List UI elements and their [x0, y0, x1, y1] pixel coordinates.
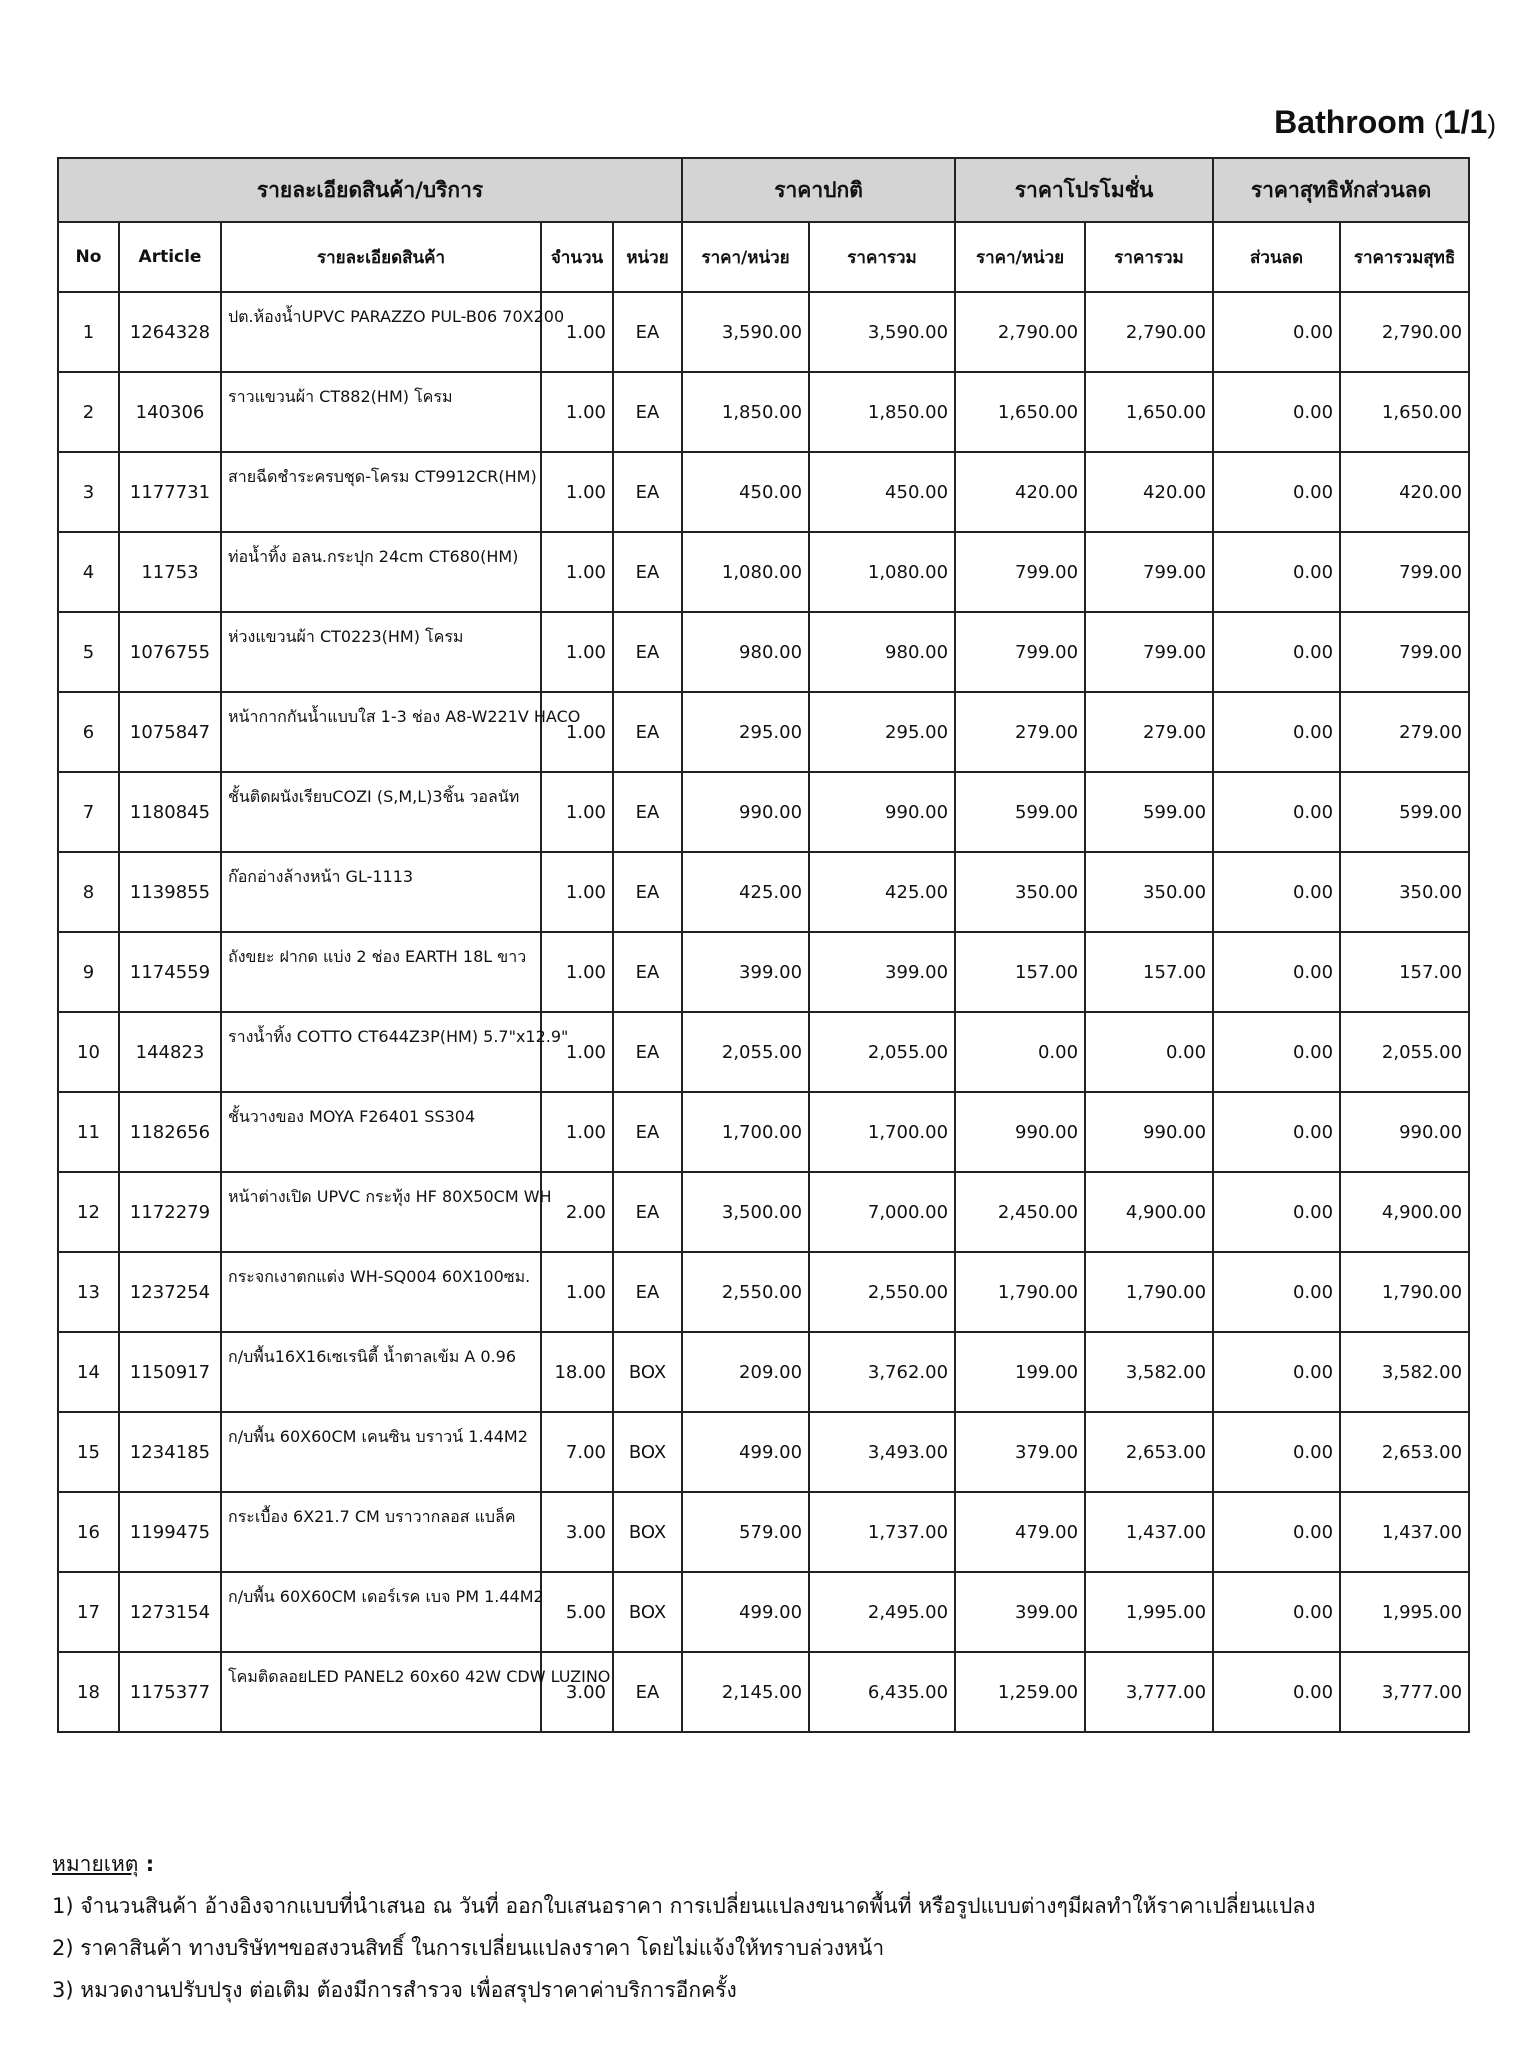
cell-qty: 1.00 — [541, 932, 613, 1012]
cell-article: 1264328 — [119, 292, 221, 372]
table-row — [58, 1092, 1469, 1172]
cell-regular-total: 295.00 — [809, 692, 955, 772]
col-regular-total: ราคารวม — [809, 222, 955, 292]
cell-discount: 0.00 — [1213, 532, 1340, 612]
col-unit: หน่วย — [613, 222, 682, 292]
cell-discount: 0.00 — [1213, 772, 1340, 852]
cell-no: 10 — [58, 1012, 119, 1092]
table-group-header — [58, 158, 1469, 222]
cell-description: ก/บพื้น16X16เซเรนิตี้ น้ำตาลเข้ม A 0.96 — [221, 1332, 541, 1412]
cell-description: ก๊อกอ่างล้างหน้า GL-1113 — [221, 852, 541, 932]
cell-net-total: 799.00 — [1340, 532, 1469, 612]
cell-promo-unit-price: 2,450.00 — [955, 1172, 1085, 1252]
table-row — [58, 292, 1469, 372]
cell-no: 15 — [58, 1412, 119, 1492]
cell-promo-unit-price: 1,650.00 — [955, 372, 1085, 452]
cell-unit: EA — [613, 1252, 682, 1332]
col-net-total: ราคารวมสุทธิ — [1340, 222, 1469, 292]
cell-promo-total: 2,653.00 — [1085, 1412, 1213, 1492]
notes-heading: หมายเหตุ — [52, 1852, 139, 1876]
cell-description: ท่อน้ำทิ้ง อลน.กระปุก 24cm CT680(HM) — [221, 532, 541, 612]
cell-regular-total: 1,080.00 — [809, 532, 955, 612]
cell-no: 4 — [58, 532, 119, 612]
cell-description: หน้ากากกันน้ำแบบใส 1-3 ช่อง A8-W221V HACO — [221, 692, 541, 772]
cell-promo-total: 3,777.00 — [1085, 1652, 1213, 1732]
cell-unit: EA — [613, 1012, 682, 1092]
cell-unit: BOX — [613, 1412, 682, 1492]
cell-promo-total: 990.00 — [1085, 1092, 1213, 1172]
cell-unit: EA — [613, 1652, 682, 1732]
cell-promo-unit-price: 379.00 — [955, 1412, 1085, 1492]
group-promo-price: ราคาโปรโมชั่น — [955, 158, 1213, 222]
cell-no: 16 — [58, 1492, 119, 1572]
table-row — [58, 1572, 1469, 1652]
cell-regular-unit-price: 980.00 — [682, 612, 809, 692]
cell-regular-unit-price: 2,550.00 — [682, 1252, 809, 1332]
cell-promo-unit-price: 599.00 — [955, 772, 1085, 852]
cell-regular-unit-price: 499.00 — [682, 1412, 809, 1492]
table-row — [58, 1012, 1469, 1092]
notes-colon: : — [138, 1852, 155, 1876]
cell-no: 9 — [58, 932, 119, 1012]
cell-net-total: 1,790.00 — [1340, 1252, 1469, 1332]
cell-discount: 0.00 — [1213, 852, 1340, 932]
cell-discount: 0.00 — [1213, 1412, 1340, 1492]
table-row — [58, 452, 1469, 532]
cell-net-total: 599.00 — [1340, 772, 1469, 852]
col-discount: ส่วนลด — [1213, 222, 1340, 292]
cell-discount: 0.00 — [1213, 1172, 1340, 1252]
cell-no: 11 — [58, 1092, 119, 1172]
cell-regular-unit-price: 425.00 — [682, 852, 809, 932]
cell-promo-unit-price: 399.00 — [955, 1572, 1085, 1652]
table-row — [58, 932, 1469, 1012]
cell-no: 14 — [58, 1332, 119, 1412]
cell-net-total: 279.00 — [1340, 692, 1469, 772]
cell-description: หน้าต่างเปิด UPVC กระทุ้ง HF 80X50CM WH — [221, 1172, 541, 1252]
cell-qty: 1.00 — [541, 532, 613, 612]
cell-discount: 0.00 — [1213, 372, 1340, 452]
cell-no: 5 — [58, 612, 119, 692]
cell-regular-unit-price: 3,590.00 — [682, 292, 809, 372]
cell-no: 3 — [58, 452, 119, 532]
cell-article: 1139855 — [119, 852, 221, 932]
cell-regular-unit-price: 3,500.00 — [682, 1172, 809, 1252]
cell-description: ปต.ห้องน้ำUPVC PARAZZO PUL-B06 70X200 — [221, 292, 541, 372]
cell-article: 1076755 — [119, 612, 221, 692]
table-row — [58, 772, 1469, 852]
cell-no: 8 — [58, 852, 119, 932]
cell-regular-total: 450.00 — [809, 452, 955, 532]
cell-discount: 0.00 — [1213, 1492, 1340, 1572]
cell-qty: 1.00 — [541, 452, 613, 532]
cell-regular-total: 3,590.00 — [809, 292, 955, 372]
cell-description: ก/บพื้น 60X60CM เดอร์เรค เบจ PM 1.44M2 — [221, 1572, 541, 1652]
cell-article: 140306 — [119, 372, 221, 452]
cell-qty: 1.00 — [541, 292, 613, 372]
cell-article: 1182656 — [119, 1092, 221, 1172]
col-qty: จำนวน — [541, 222, 613, 292]
cell-regular-total: 399.00 — [809, 932, 955, 1012]
cell-net-total: 1,437.00 — [1340, 1492, 1469, 1572]
cell-regular-total: 2,055.00 — [809, 1012, 955, 1092]
cell-unit: BOX — [613, 1492, 682, 1572]
cell-promo-total: 3,582.00 — [1085, 1332, 1213, 1412]
cell-unit: BOX — [613, 1572, 682, 1652]
cell-qty: 1.00 — [541, 612, 613, 692]
cell-unit: EA — [613, 932, 682, 1012]
cell-discount: 0.00 — [1213, 692, 1340, 772]
cell-discount: 0.00 — [1213, 1572, 1340, 1652]
cell-description: โคมติดลอยLED PANEL2 60x60 42W CDW LUZINO — [221, 1652, 541, 1732]
cell-promo-total: 1,650.00 — [1085, 372, 1213, 452]
cell-promo-total: 1,995.00 — [1085, 1572, 1213, 1652]
cell-description: กระเบื้อง 6X21.7 CM บราวากลอส แบล็ค — [221, 1492, 541, 1572]
cell-net-total: 990.00 — [1340, 1092, 1469, 1172]
cell-promo-total: 157.00 — [1085, 932, 1213, 1012]
col-description: รายละเอียดสินค้า — [221, 222, 541, 292]
cell-regular-total: 2,495.00 — [809, 1572, 955, 1652]
group-regular-price: ราคาปกติ — [682, 158, 955, 222]
cell-description: ราวแขวนผ้า CT882(HM) โครม — [221, 372, 541, 452]
cell-promo-unit-price: 1,259.00 — [955, 1652, 1085, 1732]
cell-article: 1199475 — [119, 1492, 221, 1572]
cell-qty: 2.00 — [541, 1172, 613, 1252]
page-title — [1274, 104, 1496, 141]
table-body — [58, 292, 1469, 1732]
cell-promo-unit-price: 350.00 — [955, 852, 1085, 932]
cell-article: 1174559 — [119, 932, 221, 1012]
cell-description: ห่วงแขวนผ้า CT0223(HM) โครม — [221, 612, 541, 692]
cell-discount: 0.00 — [1213, 452, 1340, 532]
page-paren-open: ( — [1434, 109, 1443, 139]
page-number: 1/1 — [1442, 104, 1488, 140]
cell-article: 144823 — [119, 1012, 221, 1092]
cell-promo-unit-price: 420.00 — [955, 452, 1085, 532]
cell-net-total: 799.00 — [1340, 612, 1469, 692]
table-row — [58, 852, 1469, 932]
table-column-header — [58, 222, 1469, 292]
cell-regular-total: 3,762.00 — [809, 1332, 955, 1412]
table-row — [58, 1252, 1469, 1332]
cell-article: 1237254 — [119, 1252, 221, 1332]
cell-regular-total: 1,737.00 — [809, 1492, 955, 1572]
cell-qty: 1.00 — [541, 692, 613, 772]
table-row — [58, 1412, 1469, 1492]
cell-promo-total: 350.00 — [1085, 852, 1213, 932]
cell-no: 2 — [58, 372, 119, 452]
cell-promo-unit-price: 990.00 — [955, 1092, 1085, 1172]
cell-net-total: 1,995.00 — [1340, 1572, 1469, 1652]
cell-qty: 1.00 — [541, 1092, 613, 1172]
cell-net-total: 3,582.00 — [1340, 1332, 1469, 1412]
cell-promo-total: 279.00 — [1085, 692, 1213, 772]
cell-article: 11753 — [119, 532, 221, 612]
cell-discount: 0.00 — [1213, 292, 1340, 372]
group-net-price: ราคาสุทธิหักส่วนลด — [1213, 158, 1469, 222]
cell-regular-unit-price: 1,080.00 — [682, 532, 809, 612]
cell-regular-unit-price: 2,055.00 — [682, 1012, 809, 1092]
cell-net-total: 2,653.00 — [1340, 1412, 1469, 1492]
cell-regular-unit-price: 1,700.00 — [682, 1092, 809, 1172]
cell-regular-unit-price: 209.00 — [682, 1332, 809, 1412]
cell-net-total: 2,055.00 — [1340, 1012, 1469, 1092]
cell-article: 1172279 — [119, 1172, 221, 1252]
cell-regular-total: 425.00 — [809, 852, 955, 932]
cell-unit: EA — [613, 292, 682, 372]
table-row — [58, 1172, 1469, 1252]
table-row — [58, 1492, 1469, 1572]
cell-article: 1273154 — [119, 1572, 221, 1652]
cell-article: 1234185 — [119, 1412, 221, 1492]
cell-unit: EA — [613, 692, 682, 772]
cell-article: 1180845 — [119, 772, 221, 852]
col-article: Article — [119, 222, 221, 292]
note-line-2: 2) ราคาสินค้า ทางบริษัทฯขอสงวนสิทธิ์ ในการเปลี่ยนแปลงราคา โดยไม่แจ้งให้ทราบล่วงหน้า — [52, 1936, 885, 1960]
cell-regular-unit-price: 450.00 — [682, 452, 809, 532]
cell-qty: 1.00 — [541, 1252, 613, 1332]
notes-section — [52, 1843, 1315, 2011]
cell-regular-unit-price: 399.00 — [682, 932, 809, 1012]
cell-regular-unit-price: 1,850.00 — [682, 372, 809, 452]
cell-net-total: 2,790.00 — [1340, 292, 1469, 372]
cell-unit: EA — [613, 772, 682, 852]
cell-promo-unit-price: 279.00 — [955, 692, 1085, 772]
cell-description: ชั้นติดผนังเรียบCOZI (S,M,L)3ชิ้น วอลนัท — [221, 772, 541, 852]
cell-promo-unit-price: 1,790.00 — [955, 1252, 1085, 1332]
cell-regular-unit-price: 2,145.00 — [682, 1652, 809, 1732]
cell-description: ถังขยะ ฝากด แบ่ง 2 ช่อง EARTH 18L ขาว — [221, 932, 541, 1012]
cell-promo-total: 599.00 — [1085, 772, 1213, 852]
cell-no: 7 — [58, 772, 119, 852]
cell-unit: EA — [613, 452, 682, 532]
cell-qty: 7.00 — [541, 1412, 613, 1492]
cell-discount: 0.00 — [1213, 1092, 1340, 1172]
cell-promo-unit-price: 0.00 — [955, 1012, 1085, 1092]
cell-promo-unit-price: 799.00 — [955, 532, 1085, 612]
cell-regular-unit-price: 990.00 — [682, 772, 809, 852]
cell-article: 1175377 — [119, 1652, 221, 1732]
cell-regular-total: 980.00 — [809, 612, 955, 692]
cell-promo-total: 2,790.00 — [1085, 292, 1213, 372]
cell-net-total: 420.00 — [1340, 452, 1469, 532]
cell-regular-unit-price: 295.00 — [682, 692, 809, 772]
cell-article: 1150917 — [119, 1332, 221, 1412]
cell-net-total: 1,650.00 — [1340, 372, 1469, 452]
page-paren-close: ) — [1487, 109, 1496, 139]
cell-promo-total: 799.00 — [1085, 612, 1213, 692]
cell-no: 18 — [58, 1652, 119, 1732]
notes-heading-line — [52, 1843, 1315, 1885]
cell-promo-total: 1,790.00 — [1085, 1252, 1213, 1332]
cell-no: 6 — [58, 692, 119, 772]
col-no: No — [58, 222, 119, 292]
cell-regular-unit-price: 579.00 — [682, 1492, 809, 1572]
col-promo-total: ราคารวม — [1085, 222, 1213, 292]
cell-description: กระจกเงาตกแต่ง WH-SQ004 60X100ซม. — [221, 1252, 541, 1332]
cell-description: ก/บพื้น 60X60CM เคนซิน บราวน์ 1.44M2 — [221, 1412, 541, 1492]
cell-qty: 1.00 — [541, 852, 613, 932]
note-line-1: 1) จำนวนสินค้า อ้างอิงจากแบบที่นำเสนอ ณ วันที่ ออกใบเสนอราคา การเปลี่ยนแปลงขนาดพื้นที่ หรือรูปแบบต่างๆมีผลทำให้ราคาเปลี่ยนแปลง — [52, 1894, 1316, 1918]
cell-promo-unit-price: 2,790.00 — [955, 292, 1085, 372]
cell-no: 13 — [58, 1252, 119, 1332]
cell-discount: 0.00 — [1213, 612, 1340, 692]
cell-regular-unit-price: 499.00 — [682, 1572, 809, 1652]
cell-promo-total: 799.00 — [1085, 532, 1213, 612]
cell-no: 12 — [58, 1172, 119, 1252]
table-row — [58, 372, 1469, 452]
cell-qty: 18.00 — [541, 1332, 613, 1412]
cell-qty: 5.00 — [541, 1572, 613, 1652]
cell-regular-total: 1,700.00 — [809, 1092, 955, 1172]
cell-regular-total: 6,435.00 — [809, 1652, 955, 1732]
cell-promo-unit-price: 479.00 — [955, 1492, 1085, 1572]
cell-promo-total: 420.00 — [1085, 452, 1213, 532]
cell-promo-unit-price: 799.00 — [955, 612, 1085, 692]
cell-net-total: 350.00 — [1340, 852, 1469, 932]
cell-promo-total: 4,900.00 — [1085, 1172, 1213, 1252]
col-regular-unit-price: ราคา/หน่วย — [682, 222, 809, 292]
cell-qty: 3.00 — [541, 1652, 613, 1732]
cell-discount: 0.00 — [1213, 1332, 1340, 1412]
col-promo-unit-price: ราคา/หน่วย — [955, 222, 1085, 292]
cell-unit: EA — [613, 1172, 682, 1252]
cell-article: 1177731 — [119, 452, 221, 532]
cell-unit: EA — [613, 1092, 682, 1172]
cell-description: ชั้นวางของ MOYA F26401 SS304 — [221, 1092, 541, 1172]
cell-net-total: 157.00 — [1340, 932, 1469, 1012]
cell-promo-unit-price: 157.00 — [955, 932, 1085, 1012]
cell-qty: 1.00 — [541, 1012, 613, 1092]
cell-qty: 1.00 — [541, 772, 613, 852]
cell-regular-total: 7,000.00 — [809, 1172, 955, 1252]
cell-regular-total: 3,493.00 — [809, 1412, 955, 1492]
cell-unit: EA — [613, 372, 682, 452]
cell-unit: EA — [613, 532, 682, 612]
cell-unit: BOX — [613, 1332, 682, 1412]
note-line-3: 3) หมวดงานปรับปรุง ต่อเติม ต้องมีการสำรวจ เพื่อสรุปราคาค่าบริการอีกครั้ง — [52, 1978, 737, 2002]
cell-promo-total: 1,437.00 — [1085, 1492, 1213, 1572]
table-row — [58, 612, 1469, 692]
cell-regular-total: 990.00 — [809, 772, 955, 852]
group-details: รายละเอียดสินค้า/บริการ — [58, 158, 682, 222]
cell-discount: 0.00 — [1213, 1012, 1340, 1092]
cell-no: 17 — [58, 1572, 119, 1652]
cell-discount: 0.00 — [1213, 1652, 1340, 1732]
table-row — [58, 1652, 1469, 1732]
table-row — [58, 692, 1469, 772]
cell-net-total: 3,777.00 — [1340, 1652, 1469, 1732]
cell-regular-total: 1,850.00 — [809, 372, 955, 452]
cell-no: 1 — [58, 292, 119, 372]
cell-qty: 1.00 — [541, 372, 613, 452]
cell-discount: 0.00 — [1213, 1252, 1340, 1332]
cell-description: รางน้ำทิ้ง COTTO CT644Z3P(HM) 5.7"x12.9" — [221, 1012, 541, 1092]
quotation-table — [57, 157, 1470, 1733]
cell-article: 1075847 — [119, 692, 221, 772]
table-row — [58, 532, 1469, 612]
cell-description: สายฉีดชำระครบชุด-โครม CT9912CR(HM) — [221, 452, 541, 532]
cell-qty: 3.00 — [541, 1492, 613, 1572]
cell-discount: 0.00 — [1213, 932, 1340, 1012]
table-row — [58, 1332, 1469, 1412]
cell-promo-unit-price: 199.00 — [955, 1332, 1085, 1412]
cell-unit: EA — [613, 852, 682, 932]
section-title: Bathroom — [1274, 104, 1426, 140]
cell-regular-total: 2,550.00 — [809, 1252, 955, 1332]
cell-unit: EA — [613, 612, 682, 692]
cell-promo-total: 0.00 — [1085, 1012, 1213, 1092]
cell-net-total: 4,900.00 — [1340, 1172, 1469, 1252]
